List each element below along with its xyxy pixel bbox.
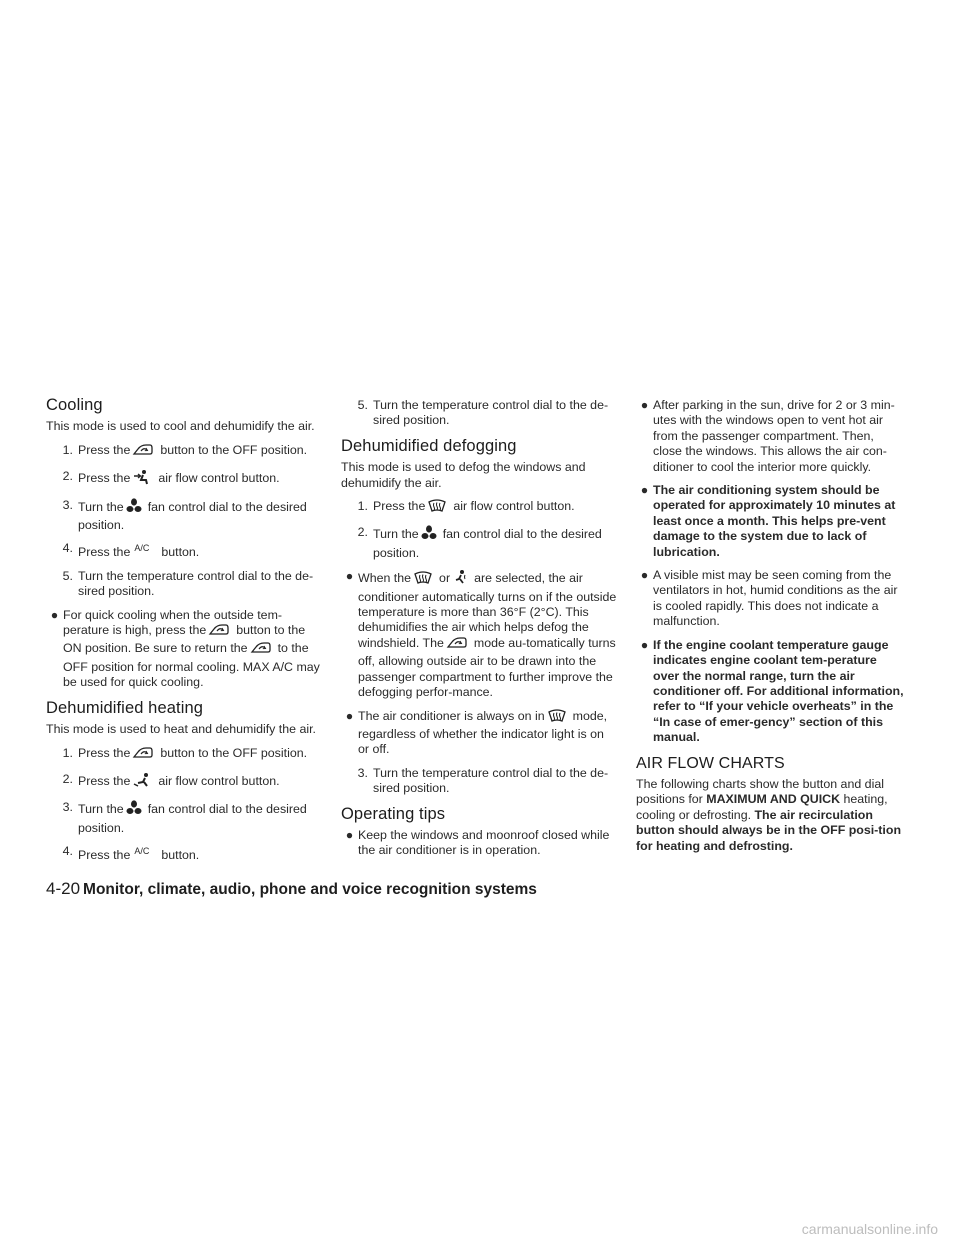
defrost-icon bbox=[413, 571, 433, 589]
floor-defrost-icon bbox=[452, 569, 468, 589]
defrost-icon bbox=[427, 499, 447, 517]
heading-cooling: Cooling bbox=[46, 396, 103, 414]
fan-icon bbox=[126, 800, 142, 820]
recirculation-icon bbox=[208, 623, 230, 641]
tip-bullet-2: ● After parking in the sun, drive for 2 or 3 min-utes with the windows open to vent hot air from the passenger compartment. Then, close the windows. This allows the air con-ditioner to cool the interior more quickly. bbox=[640, 398, 895, 474]
tip-bullet-1: ● Keep the windows and moonroof closed while the air conditioner is in operation. bbox=[345, 827, 610, 858]
cooling-step-1: 1. Press the button to the OFF position. bbox=[46, 443, 322, 461]
page-number: 4-20 bbox=[46, 879, 81, 898]
heating-step-5: 5. Turn the temperature control dial to the de-sired position. bbox=[357, 398, 609, 428]
cooling-step-4: 4. Press the $^{A/C}$ button. bbox=[62, 541, 200, 560]
defog-bullet-2: ● The air conditioner is always on in mode, regardless of whether the indicator light is on or off. bbox=[345, 708, 608, 757]
vent-airflow-icon bbox=[132, 469, 152, 489]
defrost-icon bbox=[547, 709, 567, 727]
recirculation-icon bbox=[250, 641, 272, 659]
defog-step-3: 3. Turn the temperature control dial to the de-sired position. bbox=[357, 765, 609, 796]
cooling-intro: This mode is used to cool and dehumidify the air. bbox=[46, 419, 315, 434]
column-left bbox=[46, 398, 322, 872]
ac-icon: A/C bbox=[134, 543, 150, 554]
heating-step-4: 4. Press the $^{A/C}$ button. bbox=[62, 844, 200, 863]
cooling-step-3: 3. Turn the fan control dial to the desired position. bbox=[62, 497, 307, 533]
page-footer bbox=[46, 879, 537, 899]
dehumidified-heating-intro: This mode is used to heat and dehumidify the air. bbox=[46, 722, 316, 737]
dehumidified-defogging-intro: This mode is used to defog the windows and dehumidify the air. bbox=[341, 460, 586, 490]
heading-air-flow-charts: AIR FLOW CHARTS bbox=[636, 754, 785, 772]
heading-operating-tips: Operating tips bbox=[341, 804, 446, 823]
tip-bullet-3: ● The air conditioning system should be operated for approximately 10 minutes at least once a month. This helps pre-vent damage to the system due to lack of lubrication. bbox=[640, 483, 896, 559]
defog-step-2: 2. Turn the fan control dial to the desired position. bbox=[357, 525, 602, 560]
ac-icon: A/C bbox=[134, 846, 150, 857]
tip-bullet-4: ● A visible mist may be seen coming from the ventilators in hot, humid conditions as the air is cooled rapidly. This does not indicate a malfunction. bbox=[640, 568, 898, 629]
fan-icon bbox=[421, 525, 437, 545]
recirculation-icon bbox=[132, 443, 154, 461]
heating-step-1: 1. Press the button to the OFF position. bbox=[46, 746, 322, 764]
air-flow-charts-text: The following charts show the button and dial positions for MAXIMUM AND QUICK heating, cooling or defrosting. The air recirculation button should always be in the OFF posi-tion for heating and defrosting. bbox=[636, 776, 902, 853]
heading-dehumidified-heating: Dehumidified heating bbox=[46, 698, 204, 717]
cooling-tip: ● For quick cooling when the outside tem-perature is high, press the button to the ON position. Be sure to return the to the OFF position for normal cooling. MAX A/C may be used for quick cooling. bbox=[50, 607, 320, 690]
column-right bbox=[636, 398, 906, 862]
defog-bullet-1: ● When the or are selected, the air conditioner automatically turns on if the outside temperature is more than 36°F (2°C). This dehumidifies the air which helps defog the windshield. The mode au-tomatically turns off, allowing outside air to be drawn into the passenger compartment to further improve the defogging perfor-mance. bbox=[345, 569, 617, 700]
heating-step-3: 3. Turn the fan control dial to the desired position. bbox=[62, 800, 307, 835]
column-middle bbox=[341, 398, 617, 867]
cooling-step-2: 2. Press the air flow control button. bbox=[46, 469, 322, 489]
tip-bullet-5: ● If the engine coolant temperature gauge indicates engine coolant tem-perature over the normal range, turn the air conditioner off. For additional information, refer to “If your vehicle overheats” in the “In case of emer-gency” section of this manual. bbox=[640, 637, 904, 745]
fan-icon bbox=[126, 498, 142, 518]
cooling-step-5: 5. Turn the temperature control dial to the de-sired position. bbox=[62, 568, 314, 599]
section-title: Monitor, climate, audio, phone and voice recognition systems bbox=[83, 881, 537, 898]
heating-step-2: 2. Press the air flow control button. bbox=[46, 772, 322, 792]
recirculation-icon bbox=[446, 636, 468, 654]
defog-step-1: 1. Press the air flow control button. bbox=[341, 499, 617, 517]
recirculation-icon bbox=[132, 746, 154, 764]
heading-dehumidified-defogging: Dehumidified defogging bbox=[341, 436, 517, 455]
watermark: carmanualsonline.info bbox=[801, 1221, 938, 1237]
floor-airflow-icon bbox=[132, 772, 152, 792]
